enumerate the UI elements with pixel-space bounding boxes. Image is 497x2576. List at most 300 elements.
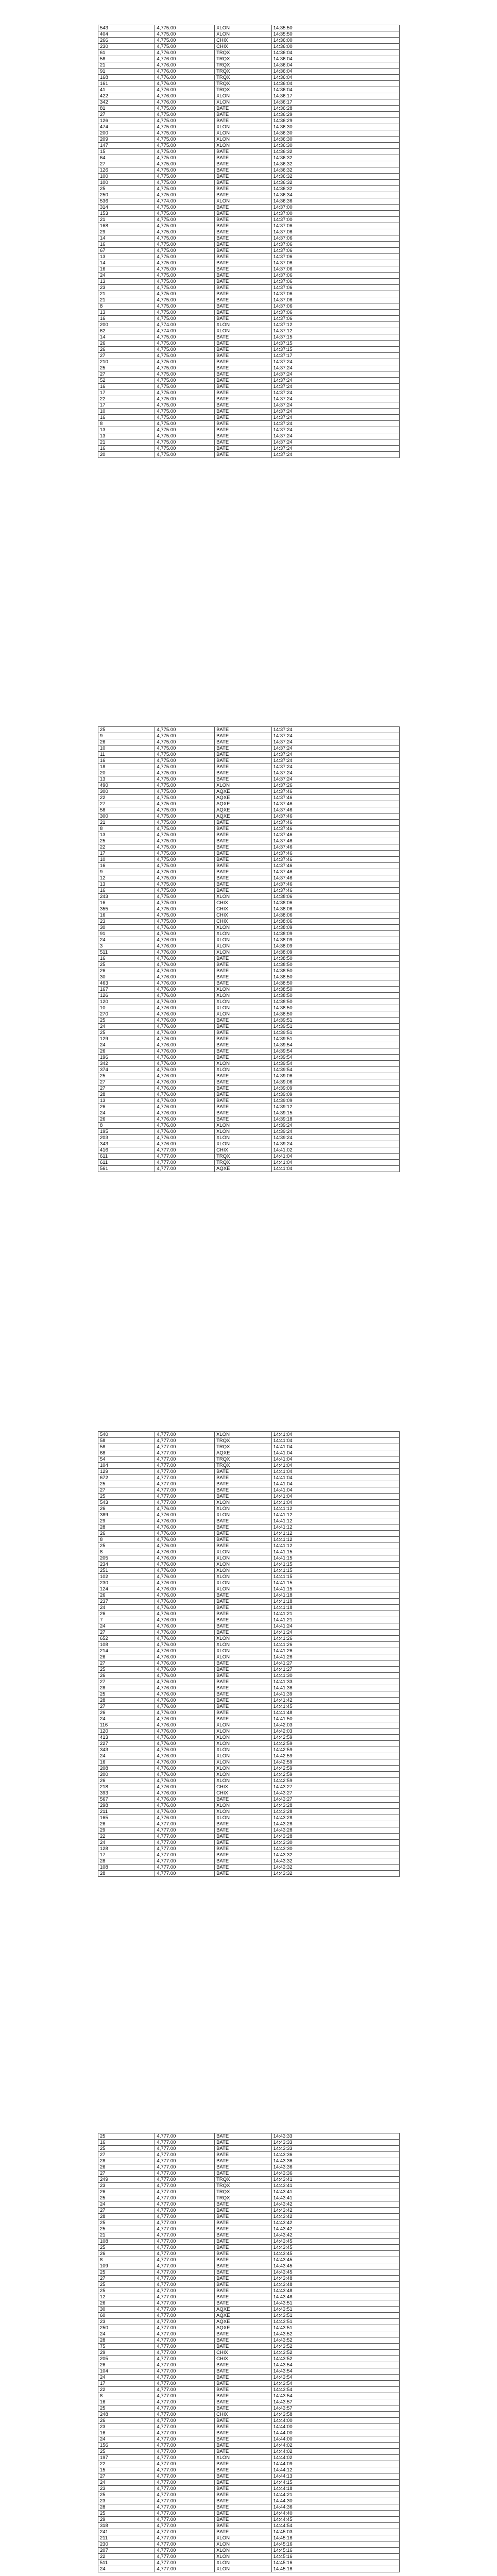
venue-cell: CHIX (215, 2412, 272, 2418)
table-row (98, 1679, 400, 1685)
venue-cell: XLON (215, 1512, 272, 1518)
volume-cell: 168 (98, 223, 155, 229)
volume-cell: 156 (98, 2443, 155, 2449)
volume-cell: 25 (98, 2282, 155, 2288)
table-row (98, 937, 400, 943)
table-row (98, 130, 400, 137)
price-cell: 4,775.00 (155, 402, 215, 409)
venue-cell: BATE (215, 2257, 272, 2263)
price-cell: 4,777.00 (155, 2548, 215, 2554)
table-row (98, 2158, 400, 2164)
time-cell: 14:43:41 (271, 2177, 399, 2183)
price-cell: 4,777.00 (155, 1469, 215, 1475)
volume-cell: 511 (98, 2560, 155, 2566)
table-row (98, 770, 400, 776)
table-row (98, 217, 400, 223)
table-row (98, 2146, 400, 2152)
volume-cell: 416 (98, 1147, 155, 1154)
venue-cell: BATE (215, 1710, 272, 1716)
venue-cell: BATE (215, 727, 272, 733)
table-row (98, 341, 400, 347)
volume-cell: 12 (98, 875, 155, 882)
price-cell: 4,777.00 (155, 1846, 215, 1852)
venue-cell: BATE (215, 2381, 272, 2387)
venue-cell: BATE (215, 180, 272, 186)
time-cell: 14:41:04 (271, 1432, 399, 1438)
table-row (98, 2257, 400, 2263)
table-row (98, 2461, 400, 2467)
price-cell: 4,777.00 (155, 2511, 215, 2517)
volume-cell: 167 (98, 987, 155, 993)
volume-cell: 27 (98, 2152, 155, 2158)
price-cell: 4,776.00 (155, 1630, 215, 1636)
time-cell: 14:36:17 (271, 99, 399, 106)
price-cell: 4,775.00 (155, 439, 215, 446)
time-cell: 14:42:59 (271, 1747, 399, 1753)
volume-cell: 104 (98, 1463, 155, 1469)
time-cell: 14:44:40 (271, 2511, 399, 2517)
table-row (98, 2300, 400, 2307)
venue-cell: BATE (215, 1834, 272, 1840)
time-cell: 14:41:04 (271, 1463, 399, 1469)
volume-cell: 25 (98, 962, 155, 968)
volume-cell: 24 (98, 1110, 155, 1116)
table-row (98, 906, 400, 912)
table-row (98, 1642, 400, 1648)
volume-cell: 196 (98, 1055, 155, 1061)
price-cell: 4,775.00 (155, 118, 215, 124)
time-cell: 14:44:15 (271, 2480, 399, 2486)
price-cell: 4,776.00 (155, 993, 215, 999)
time-cell: 14:43:48 (271, 2282, 399, 2288)
price-cell: 4,775.00 (155, 205, 215, 211)
price-cell: 4,775.00 (155, 906, 215, 912)
time-cell: 14:37:06 (271, 266, 399, 273)
volume-cell: 25 (98, 1667, 155, 1673)
venue-cell: TRQX (215, 62, 272, 69)
time-cell: 14:41:18 (271, 1592, 399, 1599)
table-row (98, 1766, 400, 1772)
venue-cell: BATE (215, 297, 272, 303)
time-cell: 14:41:04 (271, 1475, 399, 1481)
venue-cell: XLON (215, 1129, 272, 1135)
price-cell: 4,775.00 (155, 25, 215, 31)
price-cell: 4,777.00 (155, 1154, 215, 1160)
time-cell: 14:36:36 (271, 198, 399, 205)
volume-cell: 210 (98, 359, 155, 365)
price-cell: 4,776.00 (155, 1747, 215, 1753)
price-cell: 4,777.00 (155, 2269, 215, 2276)
venue-cell: BATE (215, 776, 272, 783)
table-row (98, 2232, 400, 2239)
venue-cell: XLON (215, 1759, 272, 1766)
time-cell: 14:39:12 (271, 1104, 399, 1110)
volume-cell: 11 (98, 752, 155, 758)
volume-cell: 7 (98, 1617, 155, 1623)
venue-cell: AQXE (215, 2313, 272, 2319)
price-cell: 4,777.00 (155, 2344, 215, 2350)
venue-cell: XLON (215, 931, 272, 937)
volume-cell: 21 (98, 820, 155, 826)
table-row (98, 1660, 400, 1667)
time-cell: 14:37:24 (271, 770, 399, 776)
price-cell: 4,776.00 (155, 1605, 215, 1611)
table-row (98, 106, 400, 112)
table-row (98, 882, 400, 888)
volume-cell: 26 (98, 1673, 155, 1679)
time-cell: 14:41:04 (271, 1469, 399, 1475)
volume-cell: 10 (98, 745, 155, 752)
volume-cell: 237 (98, 1599, 155, 1605)
venue-cell: TRQX (215, 87, 272, 93)
venue-cell: XLON (215, 1586, 272, 1592)
price-cell: 4,777.00 (155, 2195, 215, 2201)
price-cell: 4,777.00 (155, 2183, 215, 2189)
venue-cell: XLON (215, 2535, 272, 2541)
price-cell: 4,776.00 (155, 1716, 215, 1722)
price-cell: 4,777.00 (155, 2208, 215, 2214)
price-cell: 4,776.00 (155, 1809, 215, 1815)
volume-cell: 21 (98, 2232, 155, 2239)
price-cell: 4,776.00 (155, 1098, 215, 1104)
venue-cell: BATE (215, 2276, 272, 2282)
venue-cell: BATE (215, 851, 272, 857)
venue-cell: BATE (215, 758, 272, 764)
price-cell: 4,777.00 (155, 1147, 215, 1154)
time-cell: 14:37:46 (271, 851, 399, 857)
volume-cell: 8 (98, 1537, 155, 1543)
venue-cell: XLON (215, 99, 272, 106)
venue-cell: BATE (215, 174, 272, 180)
price-cell: 4,776.00 (155, 1141, 215, 1147)
price-cell: 4,776.00 (155, 1592, 215, 1599)
volume-cell: 109 (98, 2263, 155, 2269)
price-cell: 4,775.00 (155, 758, 215, 764)
volume-cell: 27 (98, 2473, 155, 2480)
volume-cell: 41 (98, 87, 155, 93)
price-cell: 4,774.00 (155, 322, 215, 328)
table-row (98, 347, 400, 353)
table-row (98, 266, 400, 273)
table-row (98, 795, 400, 801)
time-cell: 14:37:24 (271, 745, 399, 752)
volume-cell: 214 (98, 1648, 155, 1654)
table-row (98, 2467, 400, 2473)
price-cell: 4,775.00 (155, 192, 215, 198)
volume-cell: 227 (98, 1741, 155, 1747)
table-row (98, 1840, 400, 1846)
price-cell: 4,776.00 (155, 931, 215, 937)
volume-cell: 314 (98, 205, 155, 211)
table-row (98, 2473, 400, 2480)
volume-cell: 342 (98, 1061, 155, 1067)
time-cell: 14:41:24 (271, 1623, 399, 1630)
venue-cell: BATE (215, 452, 272, 458)
venue-cell: BATE (215, 752, 272, 758)
table-row (98, 1728, 400, 1735)
price-cell: 4,776.00 (155, 1790, 215, 1797)
price-cell: 4,776.00 (155, 1024, 215, 1030)
price-cell: 4,776.00 (155, 1710, 215, 1716)
volume-cell: 120 (98, 1728, 155, 1735)
venue-cell: XLON (215, 2566, 272, 2572)
table-row (98, 2443, 400, 2449)
table-row (98, 1086, 400, 1092)
table-row (98, 235, 400, 242)
price-cell: 4,777.00 (155, 2517, 215, 2523)
table-row (98, 174, 400, 180)
price-cell: 4,776.00 (155, 1104, 215, 1110)
venue-cell: BATE (215, 242, 272, 248)
time-cell: 14:38:06 (271, 900, 399, 906)
time-cell: 14:41:50 (271, 1716, 399, 1722)
table-row (98, 2541, 400, 2548)
price-cell: 4,777.00 (155, 2214, 215, 2220)
volume-cell: 342 (98, 99, 155, 106)
table-row (98, 919, 400, 925)
table-row (98, 2405, 400, 2412)
volume-cell: 62 (98, 328, 155, 334)
venue-cell: XLON (215, 1067, 272, 1073)
venue-cell: BATE (215, 1679, 272, 1685)
volume-cell: 17 (98, 851, 155, 857)
price-cell: 4,775.00 (155, 310, 215, 316)
time-cell: 14:41:26 (271, 1648, 399, 1654)
volume-cell: 561 (98, 1166, 155, 1172)
price-cell: 4,775.00 (155, 851, 215, 857)
venue-cell: BATE (215, 2399, 272, 2405)
time-cell: 14:36:29 (271, 118, 399, 124)
venue-cell: BATE (215, 421, 272, 427)
time-cell: 14:39:54 (271, 1042, 399, 1048)
venue-cell: BATE (215, 260, 272, 266)
venue-cell: XLON (215, 937, 272, 943)
table-row (98, 727, 400, 733)
time-cell: 14:37:46 (271, 844, 399, 851)
table-row (98, 1141, 400, 1147)
time-cell: 14:43:52 (271, 2337, 399, 2344)
table-row (98, 167, 400, 174)
volume-cell: 26 (98, 2362, 155, 2368)
venue-cell: BATE (215, 1487, 272, 1494)
table-row (98, 2294, 400, 2300)
table-row (98, 25, 400, 31)
venue-cell: BATE (215, 2436, 272, 2443)
venue-cell: BATE (215, 427, 272, 433)
price-cell: 4,777.00 (155, 1840, 215, 1846)
table-row (98, 2529, 400, 2535)
volume-cell: 23 (98, 2424, 155, 2430)
price-cell: 4,776.00 (155, 1129, 215, 1135)
table-row (98, 1821, 400, 1827)
table-row (98, 2368, 400, 2375)
venue-cell: XLON (215, 1580, 272, 1586)
volume-cell: 230 (98, 44, 155, 50)
table-row (98, 56, 400, 62)
price-cell: 4,776.00 (155, 1543, 215, 1549)
price-cell: 4,775.00 (155, 217, 215, 223)
table-row (98, 1487, 400, 1494)
venue-cell: XLON (215, 999, 272, 1005)
price-cell: 4,776.00 (155, 69, 215, 75)
table-row (98, 38, 400, 44)
table-row (98, 1481, 400, 1487)
time-cell: 14:42:59 (271, 1772, 399, 1778)
volume-cell: 16 (98, 2430, 155, 2436)
table-row (98, 155, 400, 161)
price-cell: 4,776.00 (155, 1030, 215, 1036)
volume-cell: 24 (98, 1042, 155, 1048)
volume-cell: 25 (98, 2492, 155, 2498)
price-cell: 4,775.00 (155, 353, 215, 359)
table-row (98, 733, 400, 739)
venue-cell: BATE (215, 956, 272, 962)
price-cell: 4,777.00 (155, 2461, 215, 2467)
volume-cell: 25 (98, 2133, 155, 2140)
time-cell: 14:41:12 (271, 1543, 399, 1549)
table-row (98, 912, 400, 919)
table-row (98, 1865, 400, 1871)
table-row (98, 1463, 400, 1469)
time-cell: 14:39:24 (271, 1141, 399, 1147)
table-row (98, 2362, 400, 2368)
volume-cell: 68 (98, 1450, 155, 1456)
time-cell: 14:44:12 (271, 2467, 399, 2473)
table-row (98, 1116, 400, 1123)
price-cell: 4,776.00 (155, 1568, 215, 1574)
time-cell: 14:43:33 (271, 2133, 399, 2140)
volume-cell: 28 (98, 1858, 155, 1865)
venue-cell: BATE (215, 764, 272, 770)
price-cell: 4,777.00 (155, 2449, 215, 2455)
price-cell: 4,777.00 (155, 2368, 215, 2375)
price-cell: 4,776.00 (155, 1549, 215, 1555)
price-cell: 4,775.00 (155, 229, 215, 235)
table-row (98, 2325, 400, 2331)
price-cell: 4,776.00 (155, 99, 215, 106)
venue-cell: BATE (215, 2208, 272, 2214)
venue-cell: XLON (215, 1648, 272, 1654)
venue-cell: BATE (215, 1518, 272, 1524)
volume-cell: 27 (98, 1487, 155, 1494)
price-cell: 4,775.00 (155, 38, 215, 44)
time-cell: 14:37:06 (271, 310, 399, 316)
time-cell: 14:43:27 (271, 1784, 399, 1790)
price-cell: 4,776.00 (155, 1642, 215, 1648)
venue-cell: XLON (215, 943, 272, 950)
venue-cell: BATE (215, 826, 272, 832)
price-cell: 4,776.00 (155, 1704, 215, 1710)
price-cell: 4,776.00 (155, 81, 215, 87)
venue-cell: XLON (215, 1555, 272, 1562)
time-cell: 14:41:18 (271, 1605, 399, 1611)
price-cell: 4,776.00 (155, 987, 215, 993)
table-row (98, 1011, 400, 1018)
venue-cell: XLON (215, 1642, 272, 1648)
time-cell: 14:43:41 (271, 2195, 399, 2201)
table-row (98, 328, 400, 334)
venue-cell: BATE (215, 1537, 272, 1543)
volume-cell: 8 (98, 1123, 155, 1129)
volume-cell: 161 (98, 81, 155, 87)
time-cell: 14:41:04 (271, 1160, 399, 1166)
venue-cell: BATE (215, 2201, 272, 2208)
volume-cell: 413 (98, 1735, 155, 1741)
time-cell: 14:43:52 (271, 2331, 399, 2337)
venue-cell: BATE (215, 1840, 272, 1846)
table-row (98, 62, 400, 69)
volume-cell: 25 (98, 1543, 155, 1549)
venue-cell: BATE (215, 1827, 272, 1834)
volume-cell: 13 (98, 427, 155, 433)
volume-cell: 203 (98, 1135, 155, 1141)
time-cell: 14:41:04 (271, 1487, 399, 1494)
time-cell: 14:41:24 (271, 1630, 399, 1636)
time-cell: 14:36:30 (271, 137, 399, 143)
time-cell: 14:37:24 (271, 409, 399, 415)
volume-cell: 8 (98, 2393, 155, 2399)
time-cell: 14:38:50 (271, 962, 399, 968)
time-cell: 14:38:50 (271, 1011, 399, 1018)
table-row (98, 1710, 400, 1716)
price-cell: 4,777.00 (155, 2523, 215, 2529)
volume-cell: 13 (98, 433, 155, 439)
time-cell: 14:36:32 (271, 167, 399, 174)
time-cell: 14:41:04 (271, 1154, 399, 1160)
volume-cell: 126 (98, 167, 155, 174)
venue-cell: XLON (215, 1500, 272, 1506)
venue-cell: CHIX (215, 1790, 272, 1797)
time-cell: 14:44:02 (271, 2443, 399, 2449)
price-cell: 4,775.00 (155, 359, 215, 365)
volume-cell: 25 (98, 2220, 155, 2226)
time-cell: 14:37:46 (271, 832, 399, 838)
venue-cell: BATE (215, 1685, 272, 1691)
time-cell: 14:37:15 (271, 347, 399, 353)
venue-cell: CHIX (215, 1784, 272, 1790)
time-cell: 14:37:24 (271, 446, 399, 452)
time-cell: 14:45:16 (271, 2535, 399, 2541)
time-cell: 14:37:06 (271, 279, 399, 285)
volume-cell: 27 (98, 1086, 155, 1092)
volume-cell: 672 (98, 1475, 155, 1481)
venue-cell: BATE (215, 1042, 272, 1048)
price-cell: 4,777.00 (155, 2467, 215, 2473)
table-row (98, 205, 400, 211)
volume-cell: 29 (98, 2350, 155, 2356)
venue-cell: BATE (215, 2300, 272, 2307)
venue-cell: BATE (215, 838, 272, 844)
price-cell: 4,776.00 (155, 1555, 215, 1562)
volume-cell: 102 (98, 1574, 155, 1580)
time-cell: 14:36:04 (271, 81, 399, 87)
price-cell: 4,777.00 (155, 2164, 215, 2171)
volume-cell: 23 (98, 919, 155, 925)
volume-cell: 28 (98, 2214, 155, 2220)
price-cell: 4,776.00 (155, 1599, 215, 1605)
volume-cell: 230 (98, 1580, 155, 1586)
price-cell: 4,775.00 (155, 764, 215, 770)
venue-cell: BATE (215, 1104, 272, 1110)
volume-cell: 28 (98, 1524, 155, 1531)
time-cell: 14:36:04 (271, 50, 399, 56)
price-cell: 4,777.00 (155, 2356, 215, 2362)
table-row (98, 2171, 400, 2177)
price-cell: 4,777.00 (155, 2473, 215, 2480)
volume-cell: 25 (98, 2269, 155, 2276)
price-cell: 4,776.00 (155, 974, 215, 980)
venue-cell: AQXE (215, 814, 272, 820)
